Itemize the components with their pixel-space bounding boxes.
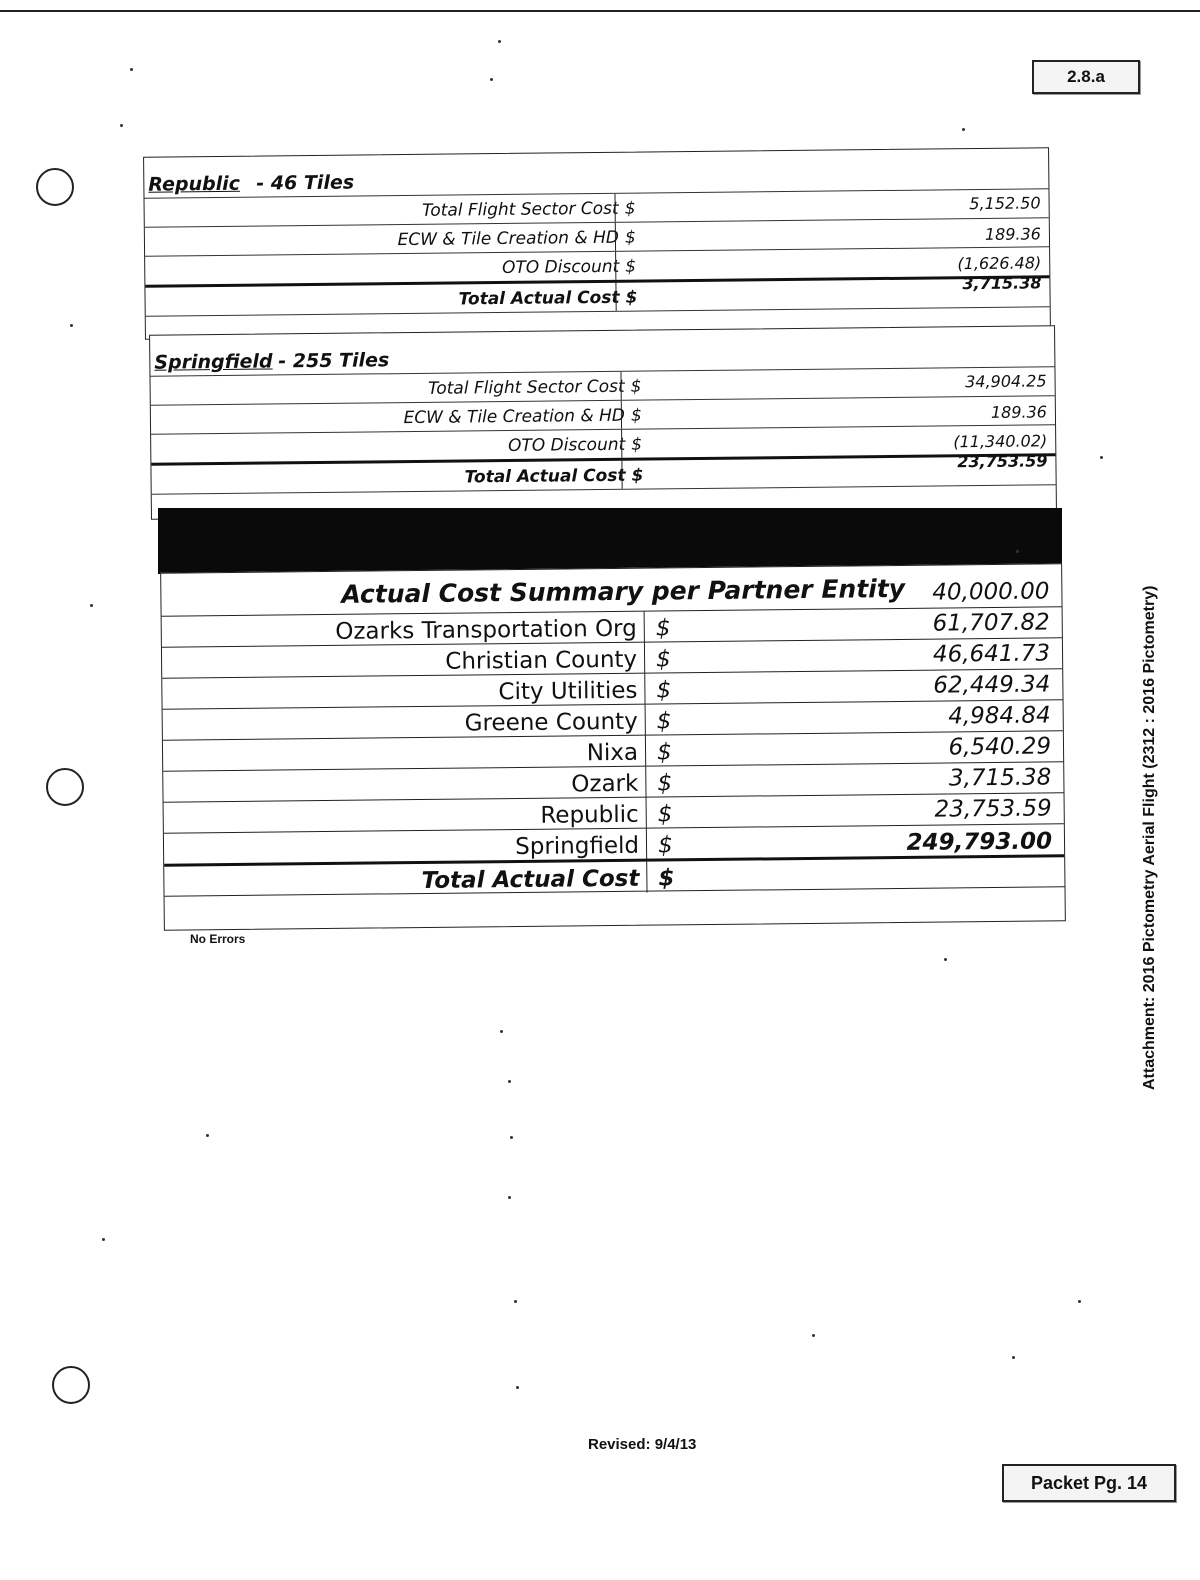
currency-symbol: $ [631, 434, 643, 455]
revised-date: Revised: 9/4/13 [588, 1436, 697, 1453]
currency-symbol: $ [625, 256, 637, 277]
scan-speck [508, 1080, 511, 1083]
currency-symbol: $ [657, 770, 673, 797]
scan-speck [944, 958, 947, 961]
republic-ecw-label: ECW & Tile Creation & HD [397, 227, 620, 251]
republic-tiles: - 46 Tiles [256, 171, 355, 195]
summary-row-value: 6,540.29 [948, 733, 1052, 761]
republic-flight-label: Total Flight Sector Cost [421, 198, 619, 221]
currency-symbol: $ [655, 646, 671, 673]
no-errors-note: No Errors [190, 932, 246, 946]
springfield-tiles: - 255 Tiles [278, 349, 390, 373]
currency-symbol: $ [630, 376, 642, 397]
republic-oto-value: (1,626.48) [957, 253, 1042, 274]
scan-speck [1100, 456, 1103, 459]
republic-oto-label: OTO Discount [501, 256, 620, 278]
attachment-code-badge: 2.8.a [1032, 60, 1140, 94]
summary-row-name: Christian County [445, 646, 638, 675]
summary-row-name: Greene County [464, 708, 638, 737]
summary-row-name: Ozarks Transportation Org [335, 615, 637, 645]
scan-speck [90, 604, 93, 607]
scan-speck [102, 1238, 105, 1241]
summary-row-name: Ozark [571, 770, 639, 798]
currency-symbol: $ [655, 615, 671, 642]
summary-total-value: 249,793.00 [906, 828, 1053, 856]
packet-page-badge: Packet Pg. 14 [1002, 1464, 1176, 1502]
summary-row-name: Springfield [515, 832, 640, 861]
springfield-total-value: 23,753.59 [957, 451, 1048, 472]
springfield-ecw-label: ECW & Tile Creation & HD [403, 405, 626, 429]
springfield-total-label: Total Actual Cost [464, 465, 626, 488]
scan-speck [962, 128, 965, 131]
currency-symbol: $ [657, 832, 673, 859]
summary-row-name: City Utilities [498, 677, 638, 706]
currency-symbol: $ [656, 677, 672, 704]
scan-speck [508, 1196, 511, 1199]
summary-row-value: 3,715.38 [948, 764, 1052, 792]
currency-symbol: $ [631, 465, 644, 486]
scan-speck [500, 1030, 503, 1033]
summary-row-value: 61,707.82 [932, 609, 1050, 637]
summary-row-value: 4,984.84 [948, 702, 1051, 730]
springfield-title: Springfield [154, 350, 273, 374]
punch-hole-bottom [52, 1366, 90, 1404]
cost-summary-table [160, 563, 1066, 930]
summary-row-value: 62,449.34 [933, 671, 1051, 699]
page-top-rule [0, 10, 1200, 12]
republic-title: Republic [148, 172, 241, 196]
punch-hole-top [36, 168, 74, 206]
springfield-cost-table [149, 325, 1057, 519]
republic-flight-value: 5,152.50 [969, 193, 1041, 214]
scan-speck [514, 1300, 517, 1303]
side-attachment-label: Attachment: 2016 Pictometry Aerial Flight (2312 : 2016 Pictometry) [1141, 585, 1158, 1090]
scan-speck [812, 1334, 815, 1337]
summary-row-name: Republic [540, 801, 639, 829]
currency-symbol: $ [625, 287, 638, 308]
scan-speck [70, 324, 73, 327]
republic-total-value: 3,715.38 [962, 273, 1042, 294]
springfield-flight-value: 34,904.25 [965, 371, 1047, 392]
currency-symbol: $ [624, 227, 636, 248]
scan-speck [1016, 550, 1019, 553]
currency-symbol: $ [658, 865, 675, 892]
scan-speck [516, 1386, 519, 1389]
scan-speck [206, 1134, 209, 1137]
springfield-oto-value: (11,340.02) [953, 431, 1048, 452]
springfield-oto-label: OTO Discount [507, 434, 626, 456]
republic-cost-table [143, 147, 1051, 339]
currency-symbol: $ [630, 405, 642, 426]
scan-speck [130, 68, 133, 71]
summary-row-value: 40,000.00 [932, 578, 1050, 606]
summary-row-value: 46,641.73 [932, 640, 1051, 668]
currency-symbol: $ [657, 801, 673, 828]
scan-speck [510, 1136, 513, 1139]
scan-speck [498, 40, 501, 43]
scan-speck [490, 78, 493, 81]
scan-speck [1078, 1300, 1081, 1303]
punch-hole-middle [46, 768, 84, 806]
summary-title: Actual Cost Summary per Partner Entity [341, 573, 906, 609]
currency-symbol: $ [656, 739, 672, 766]
springfield-ecw-value: 189.36 [990, 402, 1048, 422]
summary-row-name: Nixa [586, 739, 639, 767]
currency-symbol: $ [656, 708, 672, 735]
scan-speck [120, 124, 123, 127]
scan-speck [1012, 1356, 1015, 1359]
summary-total-label: Total Actual Cost [421, 865, 640, 895]
currency-symbol: $ [624, 198, 636, 219]
republic-ecw-value: 189.36 [984, 224, 1042, 244]
springfield-flight-label: Total Flight Sector Cost [427, 376, 625, 399]
republic-total-label: Total Actual Cost [458, 287, 620, 310]
summary-row-value: 23,753.59 [934, 795, 1052, 823]
